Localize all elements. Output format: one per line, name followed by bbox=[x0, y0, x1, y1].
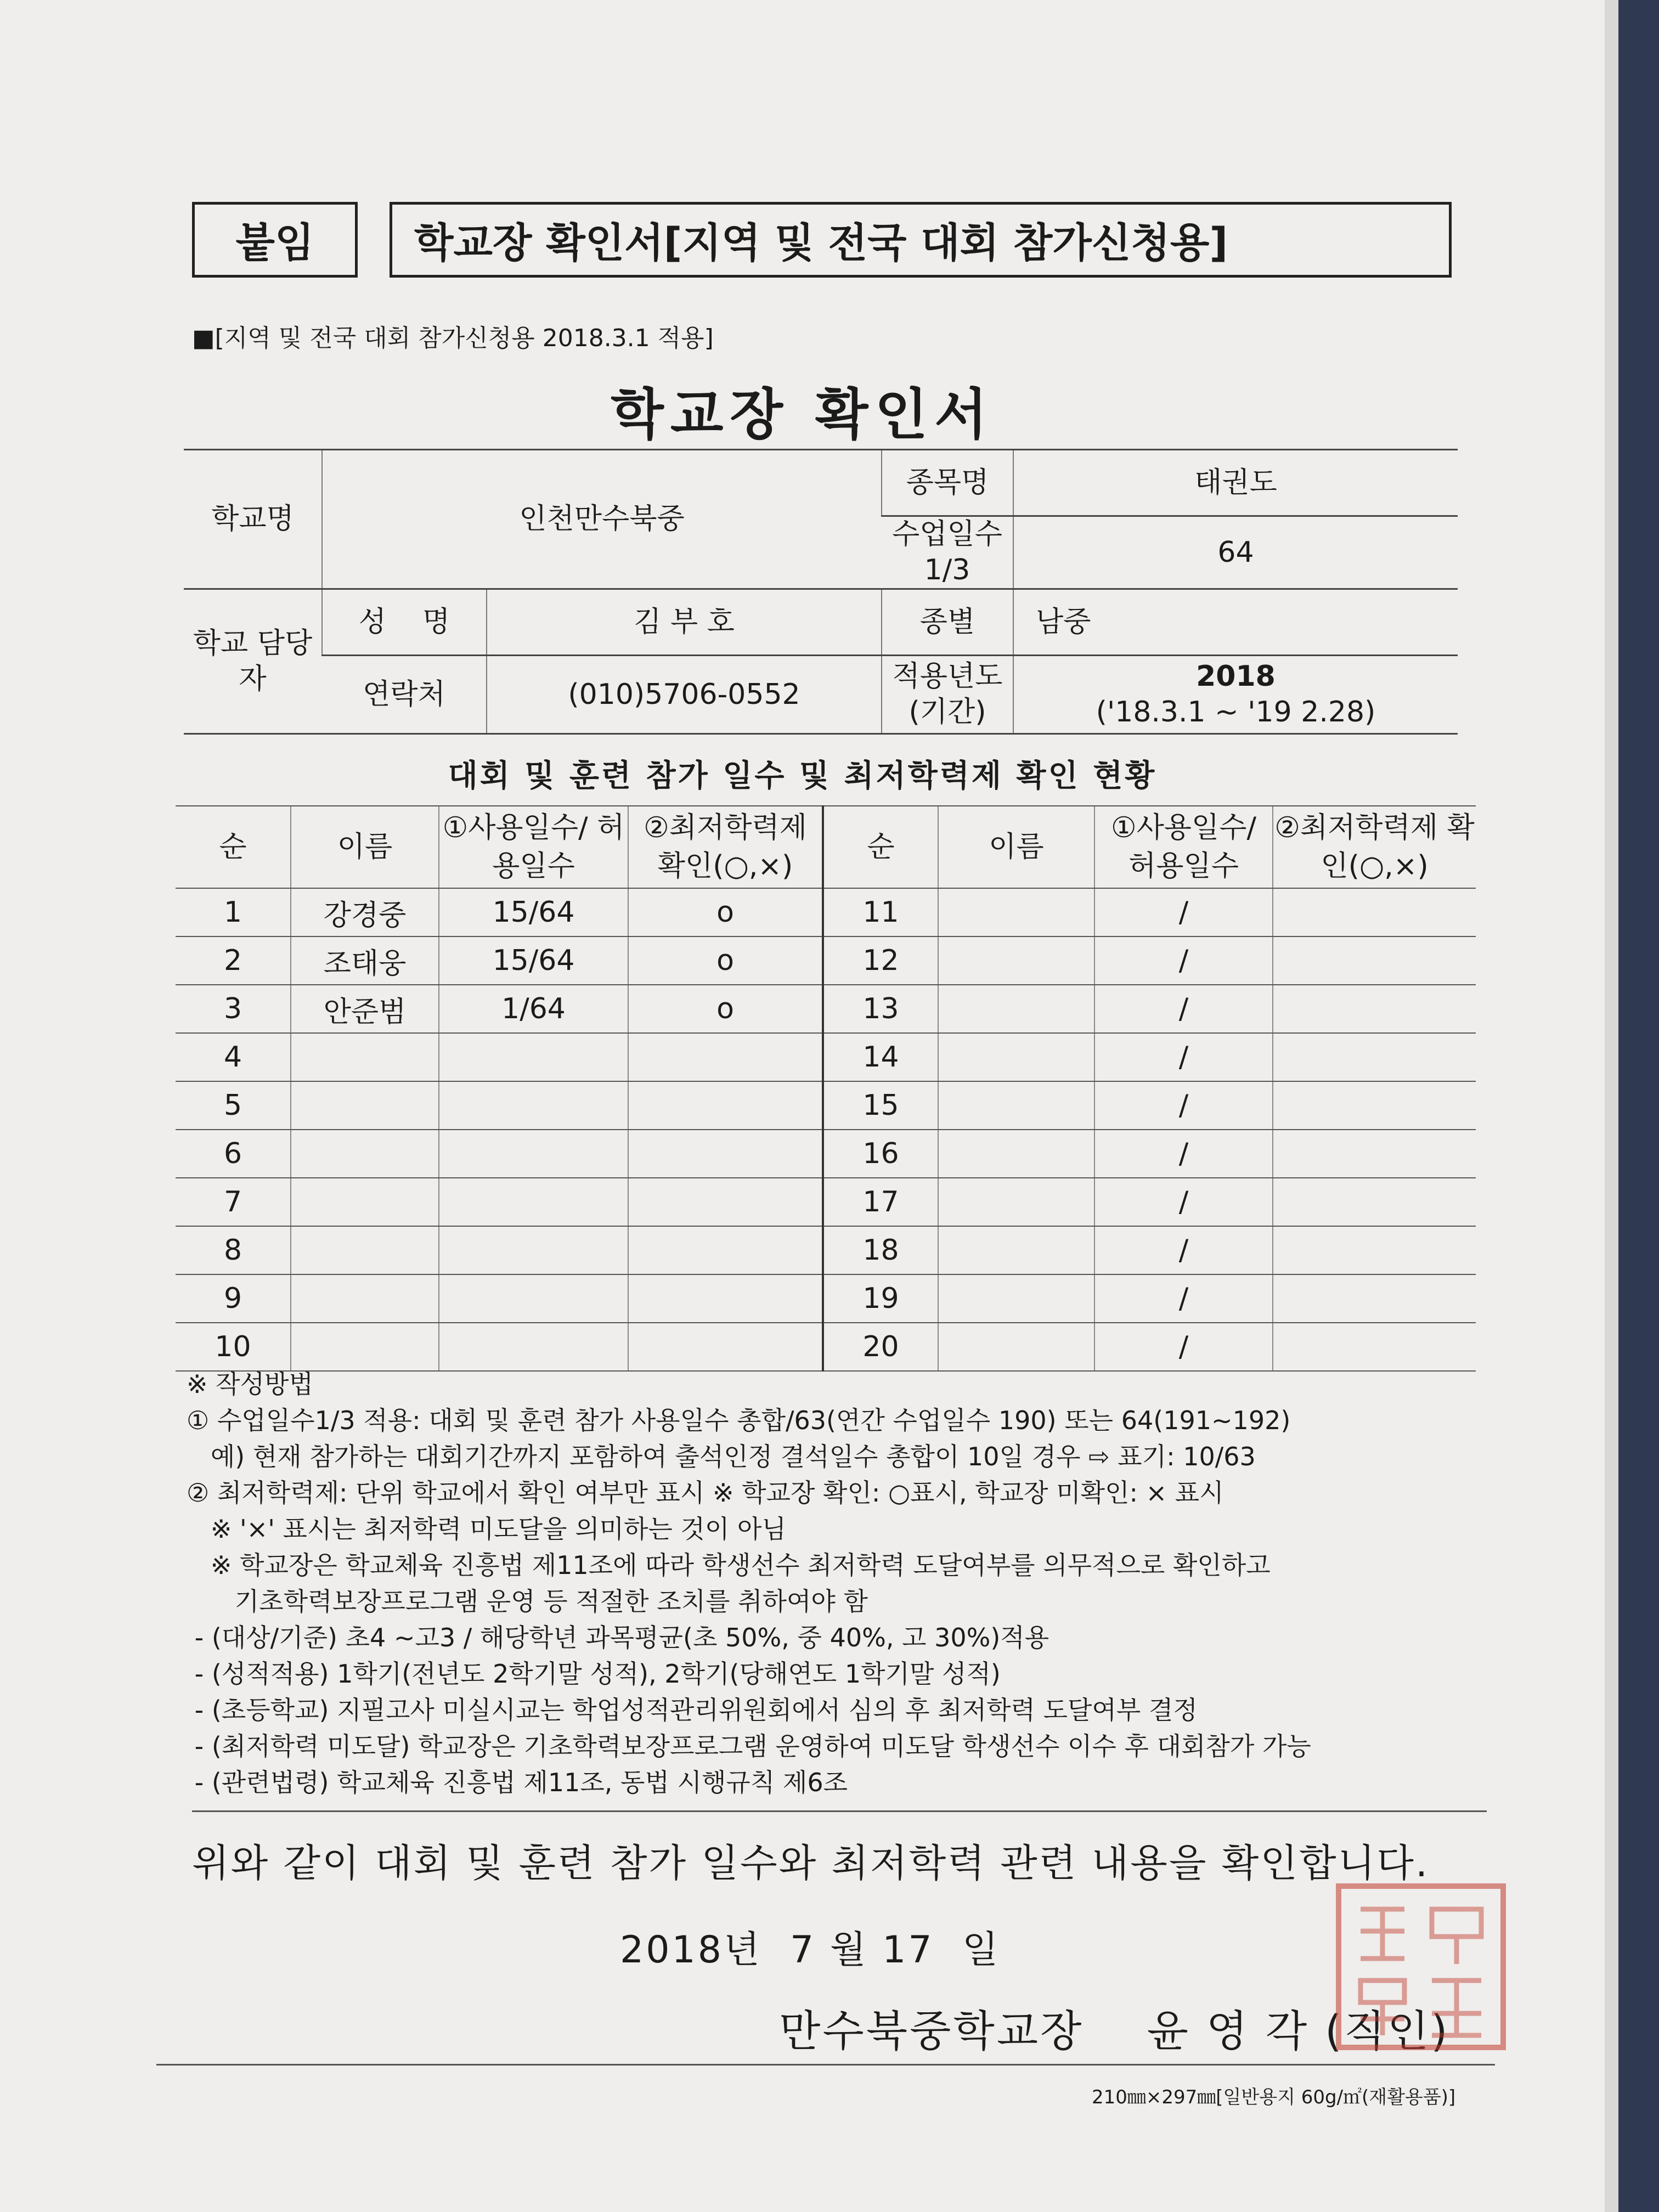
table-cell: 20 bbox=[823, 1323, 938, 1371]
year-cell bbox=[1013, 656, 1458, 734]
phone-value: (010)5706-0552 bbox=[487, 656, 882, 734]
table-cell bbox=[938, 1081, 1094, 1130]
table-cell: 5 bbox=[176, 1081, 291, 1130]
table-cell: 15/64 bbox=[439, 936, 628, 985]
table-cell bbox=[1273, 985, 1476, 1033]
table-cell bbox=[1273, 1274, 1476, 1323]
table-cell: 1 bbox=[176, 888, 291, 936]
instruction-line: - (초등학교) 지필고사 미실시교는 학업성적관리위원회에서 심의 후 최저학력 도달여부 결정 bbox=[187, 1695, 1198, 1725]
applicability-note: ■[지역 및 전국 대회 참가신청용 2018.3.1 적용] bbox=[192, 324, 714, 352]
table-cell bbox=[628, 1274, 823, 1323]
table-row bbox=[176, 985, 1476, 1033]
table-cell: 10 bbox=[176, 1323, 291, 1371]
column-header: 순 bbox=[176, 806, 291, 888]
table-cell bbox=[439, 1178, 628, 1226]
school-info-table bbox=[184, 449, 1458, 735]
table-cell bbox=[628, 1178, 823, 1226]
table-cell: 4 bbox=[176, 1033, 291, 1081]
table-cell bbox=[439, 1033, 628, 1081]
category-value: 남중 bbox=[1013, 589, 1458, 656]
table-cell bbox=[1273, 1323, 1476, 1371]
table-cell: 18 bbox=[823, 1226, 938, 1274]
table-cell: 7 bbox=[176, 1178, 291, 1226]
paper-stack-edge bbox=[1605, 0, 1618, 2212]
table-cell: 15 bbox=[823, 1081, 938, 1130]
table-cell: / bbox=[1094, 888, 1273, 936]
sport-label: 종목명 bbox=[882, 450, 1013, 516]
table-cell: 17 bbox=[823, 1178, 938, 1226]
period-value: ('18.3.1 ~ '19 2.28) bbox=[1096, 696, 1376, 729]
column-header: 순 bbox=[823, 806, 938, 888]
class-days-value: 64 bbox=[1013, 516, 1458, 589]
table-cell bbox=[938, 1226, 1094, 1274]
table-cell: 8 bbox=[176, 1226, 291, 1274]
instruction-line: ※ 학교장은 학교체육 진흥법 제11조에 따라 학생선수 최저학력 도달여부를 의무적으로 확인하고 bbox=[187, 1550, 1271, 1580]
table-cell bbox=[291, 1130, 439, 1178]
table-cell bbox=[439, 1226, 628, 1274]
table-cell: 조태웅 bbox=[291, 936, 439, 985]
table-row bbox=[176, 1081, 1476, 1130]
table-cell bbox=[938, 1274, 1094, 1323]
table-cell bbox=[1273, 1130, 1476, 1178]
table-row bbox=[176, 1130, 1476, 1178]
paper-specification: 210㎜×297㎜[일반용지 60g/㎡(재활용품)] bbox=[1092, 2086, 1456, 2108]
instruction-line: ① 수업일수1/3 적용: 대회 및 훈련 참가 사용일수 총합/63(연간 수업일수 190) 또는 64(191~192) bbox=[187, 1406, 1291, 1435]
table-cell bbox=[628, 1130, 823, 1178]
table-cell bbox=[938, 1130, 1094, 1178]
table-cell: / bbox=[1094, 1323, 1273, 1371]
table-cell: / bbox=[1094, 936, 1273, 985]
table-cell bbox=[1273, 888, 1476, 936]
signing-date: 2018년 7 월 17 일 bbox=[620, 1928, 1001, 1972]
table-cell: 3 bbox=[176, 985, 291, 1033]
name-label: 성 명 bbox=[322, 589, 487, 656]
table-row bbox=[176, 1226, 1476, 1274]
writing-instructions bbox=[187, 1366, 1481, 1801]
table-cell bbox=[1273, 1178, 1476, 1226]
instruction-line: - (성적적용) 1학기(전년도 2학기말 성적), 2학기(당해연도 1학기말 성적) bbox=[187, 1659, 1001, 1689]
table-cell bbox=[1273, 936, 1476, 985]
table-cell bbox=[628, 1323, 823, 1371]
table-cell bbox=[1273, 1226, 1476, 1274]
table-cell: 19 bbox=[823, 1274, 938, 1323]
instruction-line: - (최저학력 미도달) 학교장은 기초학력보장프로그램 운영하여 미도달 학생선수 이수 후 대회참가 가능 bbox=[187, 1731, 1311, 1761]
table-cell: 6 bbox=[176, 1130, 291, 1178]
table-cell bbox=[291, 1033, 439, 1081]
table-cell bbox=[938, 888, 1094, 936]
name-value: 김 부 호 bbox=[487, 589, 882, 656]
table-cell: / bbox=[1094, 1130, 1273, 1178]
table-cell bbox=[291, 1323, 439, 1371]
table-cell bbox=[628, 1033, 823, 1081]
table-row bbox=[176, 1033, 1476, 1081]
column-header: 이름 bbox=[291, 806, 439, 888]
category-label: 종별 bbox=[882, 589, 1013, 656]
table-cell bbox=[439, 1323, 628, 1371]
principal-signature: 만수북중학교장 윤 영 각 (직인) bbox=[779, 2007, 1450, 2056]
instruction-line: ※ '×' 표시는 최저학력 미도달을 의미하는 것이 아님 bbox=[187, 1514, 786, 1544]
table-cell bbox=[938, 1033, 1094, 1081]
divider bbox=[192, 1810, 1487, 1812]
table-cell bbox=[628, 1226, 823, 1274]
instruction-line: 예) 현재 참가하는 대회기간까지 포함하여 출석인정 결석일수 총합이 10일 경우 ⇨ 표기: 10/63 bbox=[187, 1442, 1256, 1471]
school-name-value: 인천만수북중 bbox=[322, 450, 882, 589]
table-row bbox=[176, 1274, 1476, 1323]
sport-value: 태권도 bbox=[1013, 450, 1458, 516]
table-cell bbox=[291, 1226, 439, 1274]
column-header: ①사용일수/ 허용일수 bbox=[1094, 806, 1273, 888]
year-value: 2018 bbox=[1196, 660, 1276, 693]
table-cell: 16 bbox=[823, 1130, 938, 1178]
table-cell bbox=[439, 1081, 628, 1130]
table-row bbox=[176, 936, 1476, 985]
instruction-line: - (관련법령) 학교체육 진흥법 제11조, 동법 시행규칙 제6조 bbox=[187, 1768, 848, 1797]
table-cell: o bbox=[628, 936, 823, 985]
table-row bbox=[176, 1178, 1476, 1226]
phone-label: 연락처 bbox=[322, 656, 487, 734]
table-cell: 12 bbox=[823, 936, 938, 985]
table-cell bbox=[291, 1274, 439, 1323]
table-cell: / bbox=[1094, 1081, 1273, 1130]
instruction-line: ② 최저학력제: 단위 학교에서 확인 여부만 표시 ※ 학교장 확인: ○표시, 학교장 미확인: × 표시 bbox=[187, 1478, 1224, 1508]
table-cell: o bbox=[628, 985, 823, 1033]
table-cell bbox=[1273, 1081, 1476, 1130]
table-cell: 안준범 bbox=[291, 985, 439, 1033]
table-cell: / bbox=[1094, 1033, 1273, 1081]
table-cell: / bbox=[1094, 1178, 1273, 1226]
table-cell bbox=[938, 936, 1094, 985]
school-name-label: 학교명 bbox=[184, 450, 322, 589]
table-cell bbox=[938, 985, 1094, 1033]
instruction-line: - (대상/기준) 초4 ~고3 / 해당학년 과목평균(초 50%, 중 40%, 고 30%)적용 bbox=[187, 1623, 1049, 1652]
table-cell: 15/64 bbox=[439, 888, 628, 936]
year-label: 적용년도 (기간) bbox=[882, 656, 1013, 734]
seal-glyphs bbox=[1361, 1909, 1481, 2035]
table-cell bbox=[439, 1274, 628, 1323]
table-cell bbox=[439, 1130, 628, 1178]
official-seal-stamp bbox=[1328, 1876, 1514, 2057]
table-cell bbox=[291, 1178, 439, 1226]
table-cell: 1/64 bbox=[439, 985, 628, 1033]
table-row bbox=[176, 1323, 1476, 1371]
header-title: 학교장 확인서[지역 및 전국 대회 참가신청용] bbox=[390, 202, 1452, 278]
table-cell bbox=[1273, 1033, 1476, 1081]
table-cell bbox=[938, 1323, 1094, 1371]
instruction-line: ※ 작성방법 bbox=[187, 1369, 313, 1399]
table-cell bbox=[291, 1081, 439, 1130]
column-header: 이름 bbox=[938, 806, 1094, 888]
participation-table bbox=[176, 805, 1476, 1372]
section-title: 대회 및 훈련 참가 일수 및 최저학력제 확인 현황 bbox=[448, 758, 1157, 794]
column-header: ②최저학력제 확인(○,×) bbox=[628, 806, 823, 888]
instruction-line: 기초학력보장프로그램 운영 등 적절한 조치를 취하여야 함 bbox=[187, 1587, 868, 1616]
class-days-label: 수업일수 1/3 bbox=[882, 516, 1013, 589]
table-cell: / bbox=[1094, 1226, 1273, 1274]
table-cell: o bbox=[628, 888, 823, 936]
confirmation-statement: 위와 같이 대회 및 훈련 참가 일수와 최저학력 관련 내용을 확인합니다. bbox=[192, 1841, 1430, 1886]
document-title: 학교장 확인서 bbox=[611, 382, 994, 447]
footer-divider bbox=[156, 2064, 1495, 2066]
table-row bbox=[176, 888, 1476, 936]
table-cell bbox=[938, 1178, 1094, 1226]
table-cell: 2 bbox=[176, 936, 291, 985]
table-cell: 14 bbox=[823, 1033, 938, 1081]
table-cell: / bbox=[1094, 985, 1273, 1033]
attachment-label: 붙임 bbox=[192, 202, 358, 278]
table-cell: 11 bbox=[823, 888, 938, 936]
column-header: ②최저학력제 확인(○,×) bbox=[1273, 806, 1476, 888]
column-header: ①사용일수/ 허용일수 bbox=[439, 806, 628, 888]
table-cell bbox=[628, 1081, 823, 1130]
table-cell: / bbox=[1094, 1274, 1273, 1323]
table-cell: 9 bbox=[176, 1274, 291, 1323]
table-cell: 강경중 bbox=[291, 888, 439, 936]
table-cell: 13 bbox=[823, 985, 938, 1033]
contact-person-label: 학교 담당자 bbox=[184, 589, 322, 734]
